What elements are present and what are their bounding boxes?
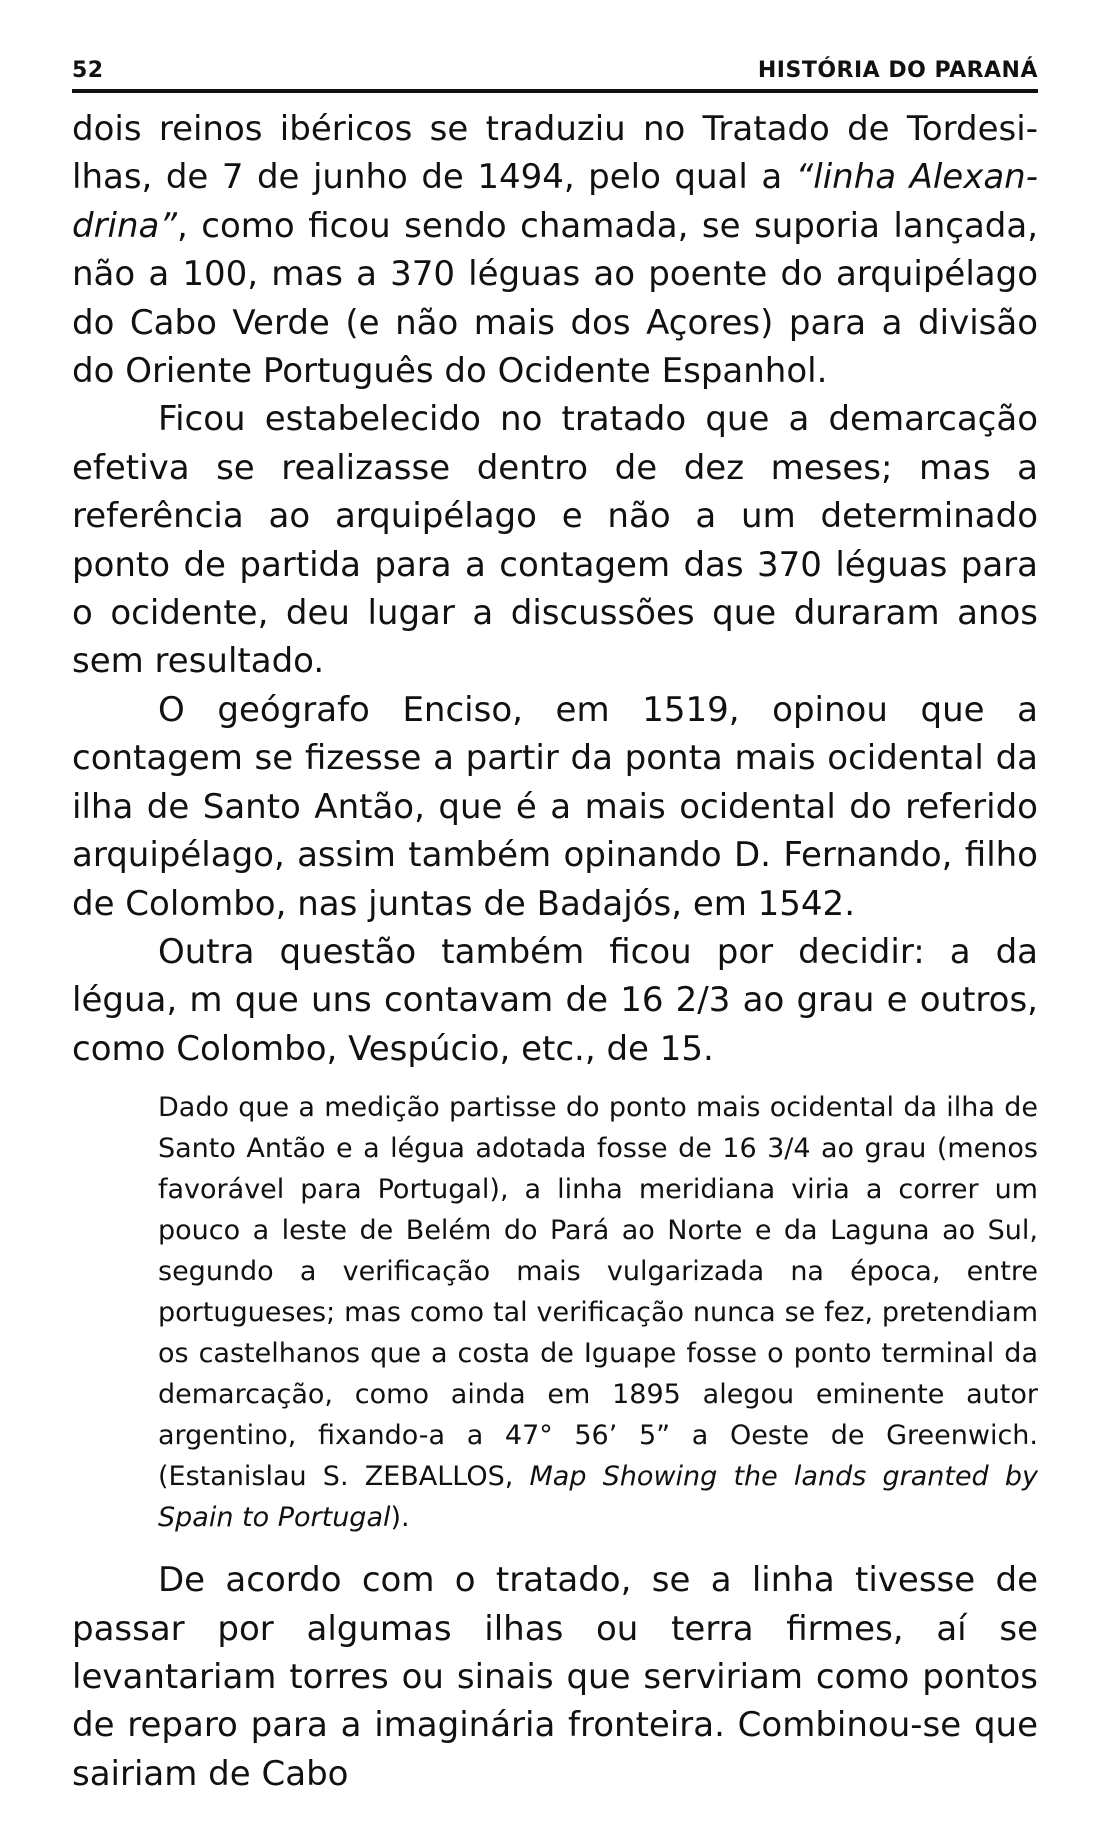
- page-number: 52: [72, 58, 104, 83]
- header-rule: [72, 89, 1038, 93]
- footnote-text-end: ).: [390, 1502, 410, 1534]
- paragraph-2: Ficou estabelecido no tratado que a demarcação efetiva se realizasse dentro de dez meses; mas a referência ao arquipélago e não a um determinado ponto de partida para a contagem das 370 léguas para o ocidente, deu lugar a discussões que duraram anos sem resultado.: [72, 399, 1038, 682]
- running-title: HISTÓRIA DO PARANÁ: [757, 58, 1038, 83]
- paragraph-1: [72, 105, 1038, 395]
- book-page: [72, 58, 1038, 1798]
- paragraph-3: O geógrafo Enciso, em 1519, opinou que a contagem se fizesse a partir da ponta mais ocidental da ilha de Santo Antão, que é a mais ocidental do referido arquipélago, assim também opinando D. Fernando, filho de Colombo, nas juntas de Badajós, em 1542.: [72, 689, 1038, 924]
- paragraph-5: De acordo com o tratado, se a linha tivesse de passar por algumas ilhas ou terra firmes, aí se levantariam torres ou sinais que serviriam como pontos de reparo para a imaginária fronteira. Combinou-se que sairiam de Cabo: [72, 1560, 1038, 1794]
- running-header: [72, 58, 1038, 89]
- footnote-citation-title: Map Showing the lands granted by Spain to Portugal: [158, 1461, 1038, 1534]
- footnote-text: Dado que a medição partisse do ponto mais ocidental da ilha de Santo Antão e a légua adotada fosse de 16 3/4 ao grau (menos favorável para Portugal), a linha meridiana viria a correr um pouco a leste de Belém do Pará ao Norte e da Laguna ao Sul, segundo a verificação mais vulgarizada na época, entre portugueses; mas como tal verificação nunca se fez, pretendiam os castelhanos que a costa de Iguape fosse o ponto terminal da demarcação, como ainda em 1895 alegou eminente autor argentino, fixando-a a 47° 56’ 5” a Oeste de Greenwich. (Estanislau S. ZEBALLOS,: [158, 1092, 1038, 1493]
- paragraph-1-text-b: , como ficou sendo chamada, se suporia lançada, não a 100, mas a 370 léguas ao poente do arquipélago do Cabo Verde (e não mais dos Açores) para a divisão do Oriente Português do Ocidente Espanhol.: [72, 205, 1038, 392]
- paragraph-1-italic: “linha Alexandrina”: [72, 157, 1038, 246]
- footnote-block: [158, 1087, 1038, 1538]
- paragraph-4: Outra questão também ficou por decidir: a da légua, m que uns contavam de 16 2/3 ao grau e outros, como Colombo, Vespúcio, etc., de 15.: [72, 931, 1038, 1069]
- paragraph-1-text-a: dois reinos ibéricos se traduziu no Tratado de Tordesilhas, de 7 de junho de 1494, pelo qual a: [72, 109, 1038, 198]
